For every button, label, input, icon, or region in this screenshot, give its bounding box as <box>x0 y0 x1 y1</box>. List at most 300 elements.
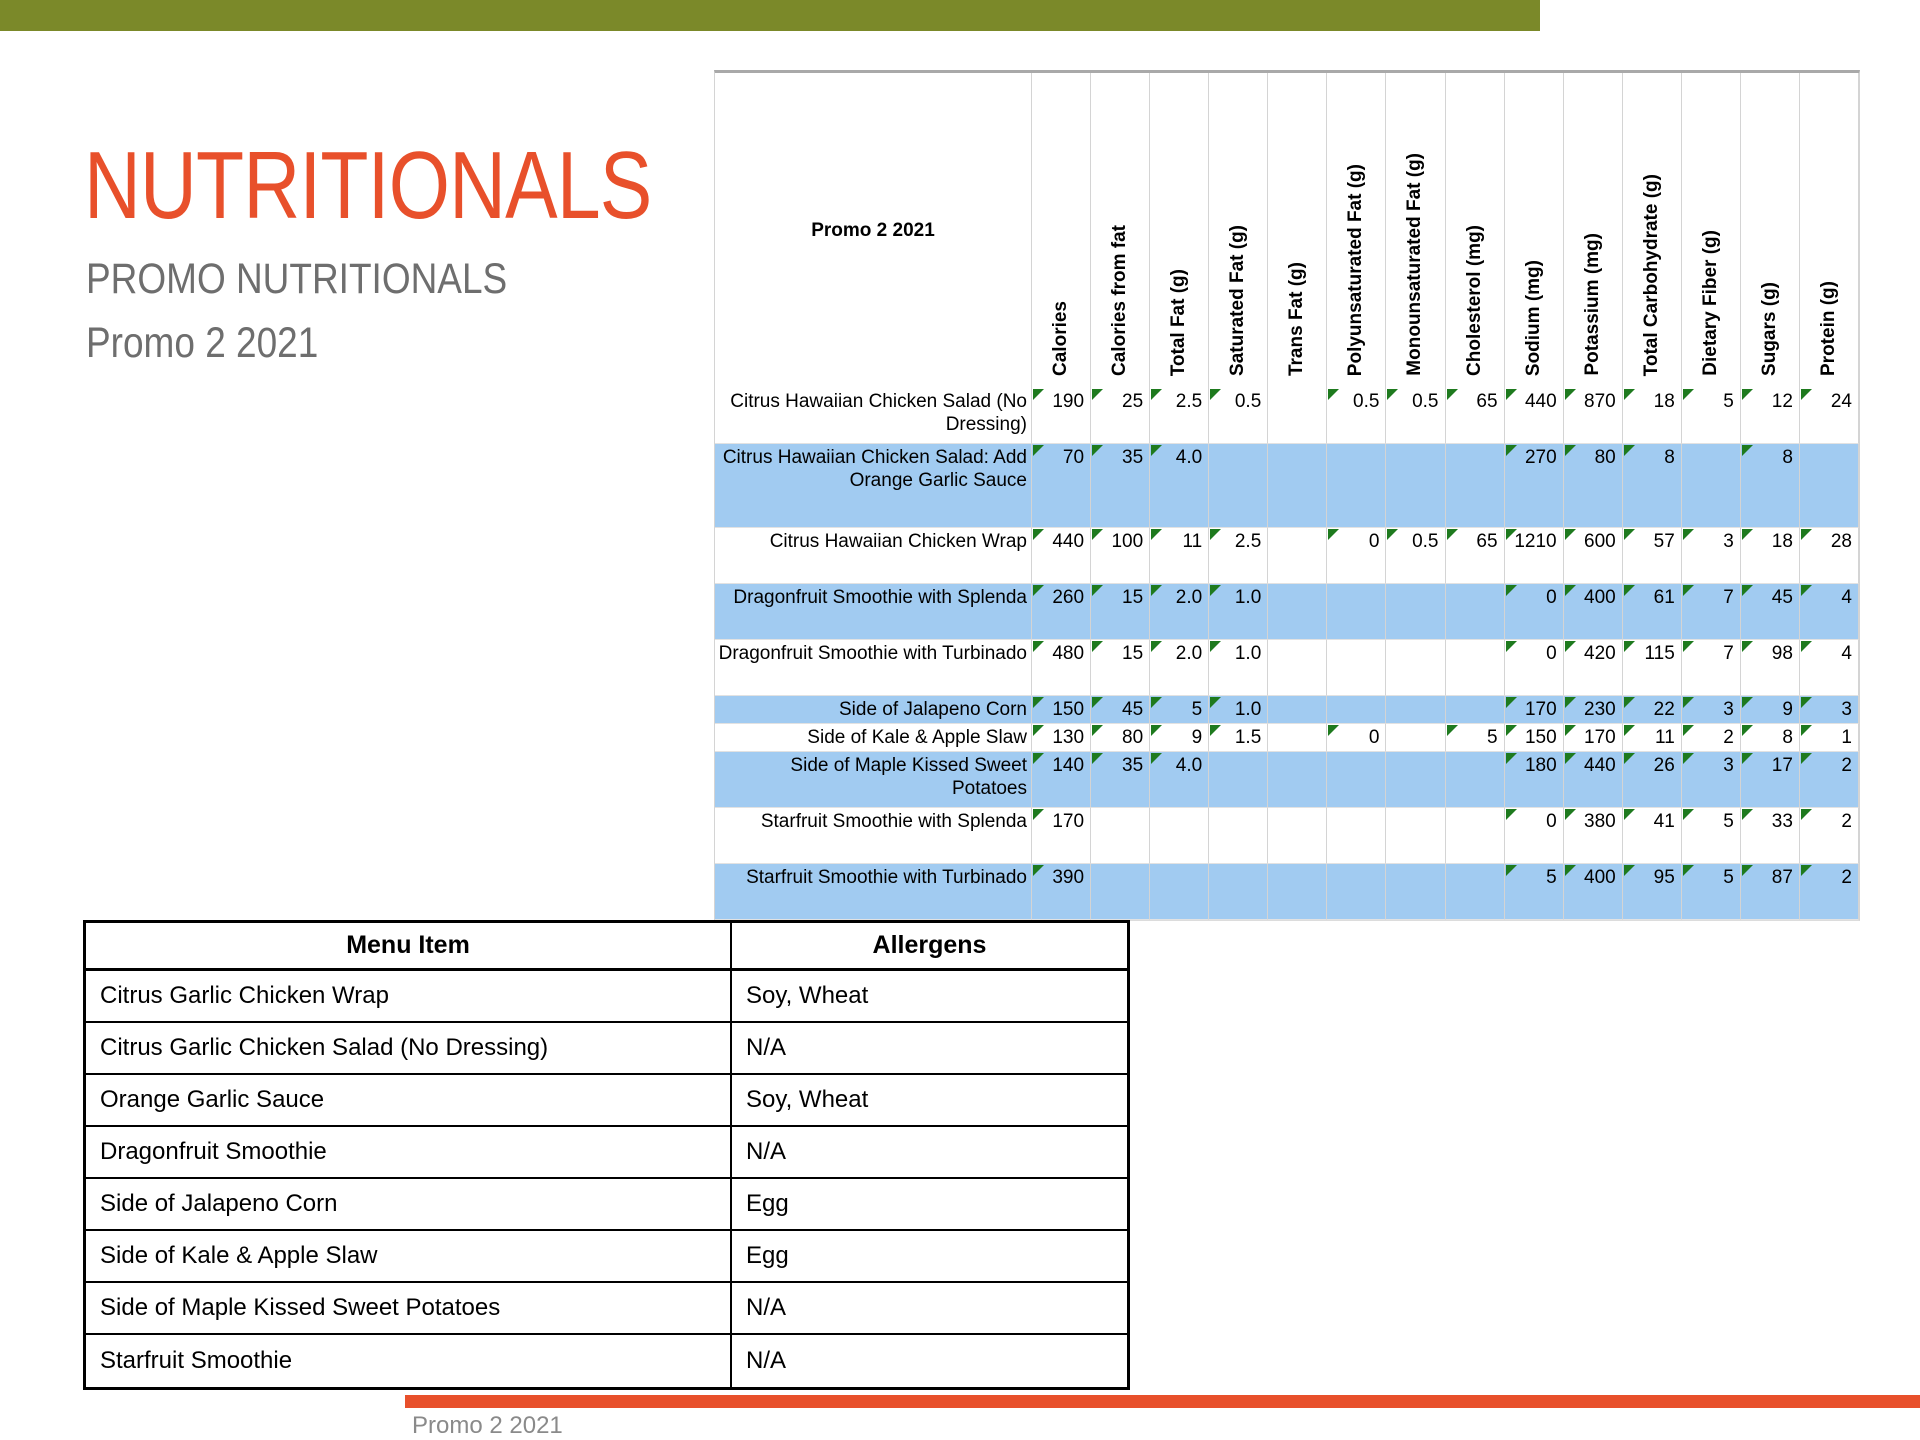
cell-flag-icon <box>1565 809 1576 820</box>
nutrition-column-header-label: Saturated Fat (g) <box>1227 225 1249 376</box>
nutrition-value: 170 <box>1052 811 1085 832</box>
nutrition-value-cell <box>1505 444 1564 528</box>
nutrition-value: 5 <box>1723 811 1734 832</box>
nutrition-value-cell <box>1032 864 1091 920</box>
cell-flag-icon <box>1092 445 1103 456</box>
nutrition-value-cell <box>1386 444 1445 528</box>
cell-flag-icon <box>1565 753 1576 764</box>
nutrition-value-cell <box>1682 388 1741 444</box>
allergen-table <box>83 920 1130 1390</box>
cell-flag-icon <box>1742 585 1753 596</box>
menu-item-label: Citrus Hawaiian Chicken Wrap <box>715 528 1032 584</box>
nutrition-value-cell <box>1032 724 1091 752</box>
nutrition-value: 22 <box>1653 699 1675 720</box>
nutrition-value-cell <box>1682 696 1741 724</box>
cell-flag-icon <box>1565 725 1576 736</box>
nutrition-value: 17 <box>1771 755 1793 776</box>
cell-flag-icon <box>1801 753 1812 764</box>
nutrition-value-cell <box>1741 528 1800 584</box>
nutrition-value: 35 <box>1122 447 1144 468</box>
nutrition-value-cell <box>1386 864 1445 920</box>
nutrition-value: 3 <box>1723 755 1734 776</box>
page-subtitle-secondary: Promo 2 2021 <box>86 319 319 367</box>
nutrition-value-cell <box>1268 752 1327 808</box>
nutrition-value-cell <box>1327 808 1386 864</box>
nutrition-column-header-label: Calories <box>1050 301 1072 376</box>
cell-flag-icon <box>1506 809 1517 820</box>
nutrition-column-header-label: Monounsaturated Fat (g) <box>1404 153 1426 376</box>
nutrition-value-cell <box>1327 444 1386 528</box>
cell-flag-icon <box>1624 697 1635 708</box>
menu-item-label: Side of Maple Kissed Sweet Potatoes <box>715 752 1032 808</box>
nutrition-table-corner-label: Promo 2 2021 <box>715 73 1032 388</box>
nutrition-value: 80 <box>1122 727 1144 748</box>
nutrition-value-cell <box>1623 752 1682 808</box>
nutrition-value-cell <box>1800 528 1859 584</box>
cell-flag-icon <box>1683 641 1694 652</box>
cell-flag-icon <box>1683 529 1694 540</box>
nutrition-value: 70 <box>1062 447 1085 468</box>
cell-flag-icon <box>1565 389 1576 400</box>
nutrition-value: 260 <box>1052 587 1085 608</box>
cell-flag-icon <box>1033 753 1044 764</box>
nutrition-value: 180 <box>1524 755 1557 776</box>
cell-flag-icon <box>1328 529 1339 540</box>
nutrition-value-cell <box>1150 808 1209 864</box>
nutrition-value-cell <box>1386 724 1445 752</box>
nutrition-column-header <box>1800 73 1859 388</box>
nutrition-value-cell <box>1800 696 1859 724</box>
nutrition-column-header-label: Potassium (mg) <box>1581 233 1603 376</box>
nutrition-value-cell <box>1446 696 1505 724</box>
nutrition-value-cell <box>1268 444 1327 528</box>
nutrition-column-header-label: Calories from fat <box>1109 225 1131 376</box>
nutrition-value-cell <box>1564 444 1623 528</box>
nutrition-value-cell <box>1446 864 1505 920</box>
nutrition-value-cell <box>1327 528 1386 584</box>
cell-flag-icon <box>1565 529 1576 540</box>
cell-flag-icon <box>1742 529 1753 540</box>
cell-flag-icon <box>1742 809 1753 820</box>
nutrition-value: 400 <box>1584 867 1616 888</box>
page-subtitle: PROMO NUTRITIONALS <box>86 255 508 303</box>
nutrition-value-cell <box>1505 388 1564 444</box>
nutrition-value: 45 <box>1771 587 1793 608</box>
nutrition-value-cell <box>1682 584 1741 640</box>
cell-flag-icon <box>1092 697 1103 708</box>
cell-flag-icon <box>1565 697 1576 708</box>
nutrition-value: 24 <box>1830 391 1852 412</box>
cell-flag-icon <box>1151 389 1162 400</box>
cell-flag-icon <box>1151 753 1162 764</box>
menu-item-label: Dragonfruit Smoothie with Turbinado <box>715 640 1032 696</box>
nutrition-value-cell <box>1032 388 1091 444</box>
nutrition-value-cell <box>1505 864 1564 920</box>
nutrition-column-header-label: Cholesterol (mg) <box>1463 225 1485 376</box>
nutrition-column-header <box>1327 73 1386 388</box>
nutrition-value: 440 <box>1052 531 1085 552</box>
cell-flag-icon <box>1033 809 1044 820</box>
nutrition-value-cell <box>1327 724 1386 752</box>
nutrition-value: 480 <box>1052 643 1085 664</box>
nutrition-value-cell <box>1091 808 1150 864</box>
nutrition-value: 3 <box>1841 699 1852 720</box>
nutrition-value: 1.0 <box>1234 587 1262 608</box>
nutrition-value-cell <box>1682 724 1741 752</box>
nutrition-value-cell <box>1505 584 1564 640</box>
nutrition-value-cell <box>1327 388 1386 444</box>
nutrition-value-cell <box>1682 640 1741 696</box>
allergen-row-allergens: Soy, Wheat <box>732 971 1127 1023</box>
nutrition-value-cell <box>1268 724 1327 752</box>
nutrition-column-header <box>1032 73 1091 388</box>
nutrition-value-cell <box>1209 752 1268 808</box>
nutrition-value-cell <box>1800 864 1859 920</box>
cell-flag-icon <box>1151 641 1162 652</box>
nutrition-value-cell <box>1386 584 1445 640</box>
nutrition-value: 1.0 <box>1234 699 1262 720</box>
nutrition-value-cell <box>1564 640 1623 696</box>
nutrition-value: 18 <box>1771 531 1793 552</box>
nutrition-value-cell <box>1564 584 1623 640</box>
nutrition-value: 390 <box>1052 867 1085 888</box>
nutrition-value: 5 <box>1191 699 1203 720</box>
nutrition-value-cell <box>1150 584 1209 640</box>
nutrition-value: 45 <box>1122 699 1144 720</box>
nutrition-value: 1.5 <box>1234 727 1262 748</box>
nutrition-value: 0 <box>1546 587 1557 608</box>
nutrition-value-cell <box>1091 696 1150 724</box>
nutrition-column-header <box>1623 73 1682 388</box>
nutrition-value-cell <box>1091 640 1150 696</box>
nutrition-value: 7 <box>1723 643 1734 664</box>
nutrition-value-cell <box>1386 640 1445 696</box>
nutrition-value-cell <box>1623 388 1682 444</box>
nutrition-value: 0 <box>1546 643 1557 664</box>
nutrition-value-cell <box>1505 752 1564 808</box>
nutrition-column-header-label: Protein (g) <box>1817 281 1839 376</box>
nutrition-value-cell <box>1564 752 1623 808</box>
cell-flag-icon <box>1447 725 1458 736</box>
cell-flag-icon <box>1506 753 1517 764</box>
allergen-row-allergens: Soy, Wheat <box>732 1075 1127 1127</box>
cell-flag-icon <box>1565 585 1576 596</box>
cell-flag-icon <box>1506 697 1517 708</box>
nutrition-value-cell <box>1623 696 1682 724</box>
nutrition-value: 8 <box>1782 447 1793 468</box>
nutrition-value-cell <box>1623 584 1682 640</box>
nutrition-value-cell <box>1209 528 1268 584</box>
cell-flag-icon <box>1506 445 1517 456</box>
menu-item-label: Side of Kale & Apple Slaw <box>715 724 1032 752</box>
nutrition-value-cell <box>1741 388 1800 444</box>
cell-flag-icon <box>1447 389 1458 400</box>
allergen-row-item: Side of Kale & Apple Slaw <box>86 1231 732 1283</box>
nutrition-value-cell <box>1564 864 1623 920</box>
nutrition-column-header <box>1682 73 1741 388</box>
nutrition-value: 28 <box>1830 531 1852 552</box>
nutrition-value: 25 <box>1122 391 1144 412</box>
cell-flag-icon <box>1033 725 1044 736</box>
nutrition-value-cell <box>1150 752 1209 808</box>
allergen-row-item: Citrus Garlic Chicken Wrap <box>86 971 732 1023</box>
cell-flag-icon <box>1151 585 1162 596</box>
cell-flag-icon <box>1151 725 1162 736</box>
nutrition-value-cell <box>1623 444 1682 528</box>
cell-flag-icon <box>1387 529 1398 540</box>
cell-flag-icon <box>1092 641 1103 652</box>
cell-flag-icon <box>1565 445 1576 456</box>
cell-flag-icon <box>1624 445 1635 456</box>
nutrition-value-cell <box>1505 724 1564 752</box>
nutrition-value-cell <box>1327 864 1386 920</box>
nutrition-column-header <box>1505 73 1564 388</box>
nutrition-value-cell <box>1446 752 1505 808</box>
nutrition-value-cell <box>1800 724 1859 752</box>
nutrition-value: 2.5 <box>1175 391 1203 412</box>
nutrition-value-cell <box>1150 724 1209 752</box>
nutrition-value-cell <box>1741 864 1800 920</box>
cell-flag-icon <box>1624 725 1635 736</box>
nutrition-value: 9 <box>1191 727 1203 748</box>
nutrition-value-cell <box>1091 528 1150 584</box>
nutrition-value-cell <box>1268 808 1327 864</box>
nutrition-value-cell <box>1623 724 1682 752</box>
nutrition-value-cell <box>1741 696 1800 724</box>
nutrition-value: 870 <box>1584 391 1616 412</box>
menu-item-label: Side of Jalapeno Corn <box>715 696 1032 724</box>
cell-flag-icon <box>1447 529 1458 540</box>
nutrition-column-header <box>1150 73 1209 388</box>
nutrition-value: 5 <box>1546 867 1557 888</box>
nutrition-value-cell <box>1505 528 1564 584</box>
cell-flag-icon <box>1092 753 1103 764</box>
bottom-accent-bar <box>405 1395 1920 1408</box>
allergen-header-allergens: Allergens <box>732 923 1127 971</box>
cell-flag-icon <box>1801 529 1812 540</box>
nutrition-value: 95 <box>1653 867 1675 888</box>
nutrition-value-cell <box>1564 528 1623 584</box>
cell-flag-icon <box>1210 529 1221 540</box>
nutrition-value-cell <box>1446 724 1505 752</box>
nutrition-value-cell <box>1564 724 1623 752</box>
nutrition-value-cell <box>1150 528 1209 584</box>
cell-flag-icon <box>1328 389 1339 400</box>
nutrition-value: 26 <box>1653 755 1675 776</box>
nutrition-column-header-label: Sodium (mg) <box>1522 259 1544 376</box>
nutrition-value-cell <box>1682 808 1741 864</box>
nutrition-value: 0.5 <box>1412 391 1439 412</box>
cell-flag-icon <box>1506 641 1517 652</box>
nutrition-value: 2.5 <box>1234 531 1262 552</box>
cell-flag-icon <box>1092 585 1103 596</box>
nutrition-value: 1.0 <box>1234 643 1262 664</box>
cell-flag-icon <box>1033 445 1044 456</box>
menu-item-label: Dragonfruit Smoothie with Splenda <box>715 584 1032 640</box>
nutrition-value: 1 <box>1841 727 1852 748</box>
allergen-row-item: Side of Jalapeno Corn <box>86 1179 732 1231</box>
nutrition-value-cell <box>1446 528 1505 584</box>
nutrition-value-cell <box>1800 584 1859 640</box>
nutrition-value-cell <box>1800 752 1859 808</box>
nutrition-column-header-label: Trans Fat (g) <box>1286 261 1308 376</box>
cell-flag-icon <box>1801 809 1812 820</box>
nutrition-value: 4.0 <box>1175 447 1203 468</box>
nutrition-value-cell <box>1268 864 1327 920</box>
cell-flag-icon <box>1624 809 1635 820</box>
nutrition-value: 61 <box>1653 587 1675 608</box>
nutrition-value: 170 <box>1524 699 1557 720</box>
nutrition-value-cell <box>1564 808 1623 864</box>
allergen-row-allergens: Egg <box>732 1179 1127 1231</box>
nutrition-value-cell <box>1268 640 1327 696</box>
cell-flag-icon <box>1506 865 1517 876</box>
nutrition-value-cell <box>1505 640 1564 696</box>
nutrition-value-cell <box>1623 528 1682 584</box>
nutrition-value: 140 <box>1052 755 1085 776</box>
cell-flag-icon <box>1092 529 1103 540</box>
allergen-row-item: Side of Maple Kissed Sweet Potatoes <box>86 1283 732 1335</box>
nutrition-column-header-label: Dietary Fiber (g) <box>1699 230 1721 376</box>
nutrition-value: 2 <box>1841 811 1852 832</box>
nutrition-value: 2 <box>1841 755 1852 776</box>
nutrition-column-header-label: Polyunsaturated Fat (g) <box>1345 163 1367 376</box>
nutrition-column-header <box>1209 73 1268 388</box>
cell-flag-icon <box>1328 725 1339 736</box>
cell-flag-icon <box>1742 641 1753 652</box>
allergen-row-allergens: N/A <box>732 1023 1127 1075</box>
nutrition-value-cell <box>1741 640 1800 696</box>
nutrition-value: 4 <box>1841 587 1852 608</box>
nutrition-value-cell <box>1209 388 1268 444</box>
nutrition-value: 4 <box>1841 643 1852 664</box>
nutrition-table <box>714 70 1860 921</box>
allergen-row-item: Citrus Garlic Chicken Salad (No Dressing) <box>86 1023 732 1075</box>
cell-flag-icon <box>1801 725 1812 736</box>
cell-flag-icon <box>1387 389 1398 400</box>
nutrition-value-cell <box>1327 584 1386 640</box>
cell-flag-icon <box>1801 697 1812 708</box>
nutrition-value: 4.0 <box>1175 755 1203 776</box>
nutrition-column-header <box>1268 73 1327 388</box>
nutrition-value-cell <box>1741 584 1800 640</box>
cell-flag-icon <box>1565 865 1576 876</box>
nutrition-value: 65 <box>1476 391 1498 412</box>
cell-flag-icon <box>1683 809 1694 820</box>
cell-flag-icon <box>1742 865 1753 876</box>
cell-flag-icon <box>1506 529 1517 540</box>
nutrition-value: 115 <box>1644 643 1675 664</box>
nutrition-value-cell <box>1327 752 1386 808</box>
nutrition-value-cell <box>1682 528 1741 584</box>
cell-flag-icon <box>1742 725 1753 736</box>
nutrition-value-cell <box>1268 584 1327 640</box>
nutrition-value-cell <box>1741 808 1800 864</box>
nutrition-value: 190 <box>1052 391 1085 412</box>
nutrition-value-cell <box>1505 808 1564 864</box>
cell-flag-icon <box>1624 753 1635 764</box>
nutrition-value-cell <box>1032 444 1091 528</box>
nutrition-value: 1210 <box>1514 531 1557 552</box>
nutrition-value-cell <box>1032 528 1091 584</box>
nutrition-value: 2.0 <box>1175 587 1203 608</box>
allergen-row-allergens: N/A <box>732 1127 1127 1179</box>
nutrition-value: 98 <box>1771 643 1793 664</box>
nutrition-value: 41 <box>1653 811 1675 832</box>
menu-item-label: Citrus Hawaiian Chicken Salad (No Dressing) <box>715 388 1032 444</box>
allergen-row-allergens: N/A <box>732 1283 1127 1335</box>
cell-flag-icon <box>1033 697 1044 708</box>
nutrition-value-cell <box>1150 388 1209 444</box>
nutrition-value-cell <box>1741 752 1800 808</box>
cell-flag-icon <box>1742 697 1753 708</box>
nutrition-value-cell <box>1386 388 1445 444</box>
nutrition-value: 230 <box>1584 699 1616 720</box>
nutrition-column-header <box>1091 73 1150 388</box>
nutrition-value: 15 <box>1122 643 1144 664</box>
nutrition-value: 57 <box>1653 531 1675 552</box>
cell-flag-icon <box>1151 529 1162 540</box>
cell-flag-icon <box>1033 529 1044 540</box>
nutrition-value: 0.5 <box>1353 391 1380 412</box>
menu-item-label: Citrus Hawaiian Chicken Salad: Add Orange Garlic Sauce <box>715 444 1032 528</box>
nutrition-value: 11 <box>1655 727 1675 748</box>
nutrition-value: 0 <box>1368 727 1380 748</box>
allergen-row-item: Starfruit Smoothie <box>86 1335 732 1387</box>
cell-flag-icon <box>1210 641 1221 652</box>
nutrition-value-cell <box>1091 584 1150 640</box>
menu-item-label: Starfruit Smoothie with Turbinado <box>715 864 1032 920</box>
cell-flag-icon <box>1742 389 1753 400</box>
cell-flag-icon <box>1210 697 1221 708</box>
nutrition-value: 18 <box>1653 391 1675 412</box>
nutrition-value-cell <box>1800 640 1859 696</box>
nutrition-value: 65 <box>1476 531 1498 552</box>
nutrition-value-cell <box>1150 444 1209 528</box>
nutrition-value-cell <box>1091 388 1150 444</box>
nutrition-value-cell <box>1386 752 1445 808</box>
nutrition-value: 440 <box>1584 755 1616 776</box>
nutrition-value-cell <box>1446 808 1505 864</box>
nutrition-value: 9 <box>1782 699 1793 720</box>
nutrition-value-cell <box>1209 696 1268 724</box>
nutrition-value: 150 <box>1052 699 1085 720</box>
nutrition-value-cell <box>1564 388 1623 444</box>
nutrition-value-cell <box>1150 864 1209 920</box>
nutrition-value-cell <box>1032 696 1091 724</box>
cell-flag-icon <box>1033 585 1044 596</box>
cell-flag-icon <box>1683 585 1694 596</box>
nutrition-value: 400 <box>1584 587 1616 608</box>
nutrition-value-cell <box>1741 444 1800 528</box>
cell-flag-icon <box>1565 641 1576 652</box>
nutrition-column-header <box>1741 73 1800 388</box>
nutrition-value: 11 <box>1182 531 1203 552</box>
cell-flag-icon <box>1742 445 1753 456</box>
nutrition-value-cell <box>1386 528 1445 584</box>
nutrition-value-cell <box>1386 808 1445 864</box>
nutrition-value-cell <box>1446 388 1505 444</box>
allergen-row-item: Orange Garlic Sauce <box>86 1075 732 1127</box>
nutrition-value: 33 <box>1771 811 1793 832</box>
nutrition-value-cell <box>1446 444 1505 528</box>
cell-flag-icon <box>1151 445 1162 456</box>
nutrition-value-cell <box>1209 724 1268 752</box>
cell-flag-icon <box>1683 753 1694 764</box>
cell-flag-icon <box>1506 389 1517 400</box>
nutrition-column-header <box>1564 73 1623 388</box>
nutrition-column-header <box>1446 73 1505 388</box>
